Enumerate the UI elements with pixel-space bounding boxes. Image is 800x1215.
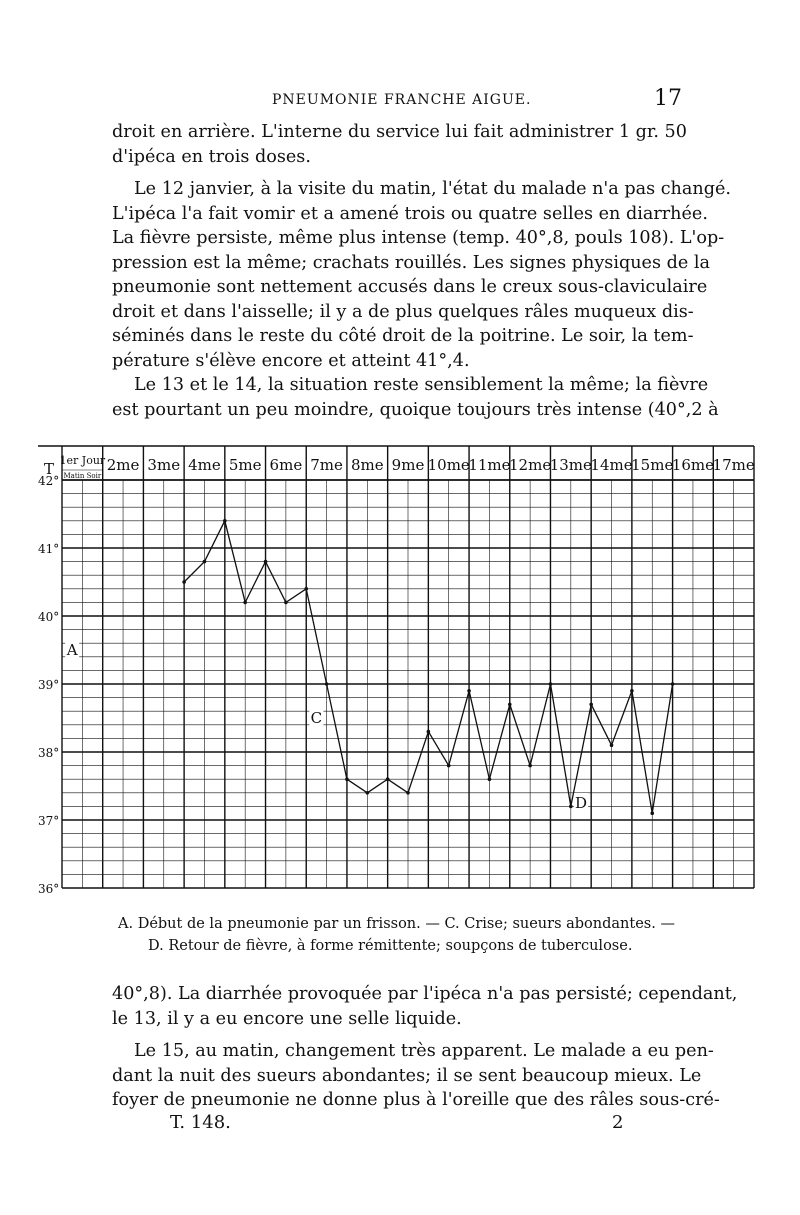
paragraph-5 <box>112 1039 720 1113</box>
page-number: 17 <box>654 86 682 111</box>
day-header-label: 1er Jour <box>59 454 106 467</box>
y-tick-label: 36° <box>38 882 60 896</box>
text-line: pression est la même; crachats rouillés. Les signes physiques de la <box>112 252 710 273</box>
temperature-data-point <box>589 703 593 707</box>
paragraph-3 <box>112 373 719 422</box>
text-line: dant la nuit des sueurs abondantes; il se sent beaucoup mieux. Le <box>112 1065 702 1086</box>
text-line: droit en arrière. L'interne du service lui fait administrer 1 gr. 50 <box>112 122 687 142</box>
printer-signature: T. 148. <box>170 1112 231 1133</box>
running-title: PNEUMONIE FRANCHE AIGUE. <box>272 92 532 108</box>
day-header-label: 12me <box>509 456 552 474</box>
temperature-data-point <box>203 560 207 564</box>
text-line: La fièvre persiste, même plus intense (temp. 40°,8, pouls 108). L'op- <box>112 228 725 248</box>
day-header-label: 6me <box>269 456 303 474</box>
day-header-label: 8me <box>350 456 384 474</box>
temperature-data-point <box>284 601 288 605</box>
day-header-label: 16me <box>671 456 715 474</box>
text-line: Le 15, au matin, changement très apparent. Le malade a eu pen- <box>134 1041 714 1061</box>
temperature-data-point <box>610 743 614 747</box>
text-line: Le 13 et le 14, la situation reste sensiblement la même; la fièvre <box>134 375 709 395</box>
temperature-data-point <box>427 730 431 734</box>
day-header-label: 2me <box>106 456 140 474</box>
corner-label: T <box>44 460 55 478</box>
temperature-data-point <box>243 601 247 605</box>
temperature-data-point <box>365 791 369 795</box>
day-header-label: 7me <box>310 456 343 474</box>
temperature-data-point <box>223 519 227 523</box>
temperature-data-point <box>386 777 390 781</box>
temperature-data-point <box>488 777 492 781</box>
paragraph-1 <box>112 120 687 169</box>
text-line: séminés dans le reste du côté droit de la poitrine. Le soir, la tem- <box>112 326 694 346</box>
text-line: foyer de pneumonie ne donne plus à l'oreille que des râles sous-cré- <box>112 1090 720 1110</box>
text-line: pérature s'élève encore et atteint 41°,4. <box>112 350 470 371</box>
day-header-label: 10me <box>427 456 470 474</box>
day-header-label: 11me <box>468 456 511 474</box>
day-header-label: 4me <box>188 456 221 474</box>
y-tick-label: 41° <box>38 542 60 556</box>
text-line: 40°,8). La diarrhée provoquée par l'ipéca n'a pas persisté; cependant, <box>112 984 738 1004</box>
text-line: d'ipéca en trois doses. <box>112 146 311 167</box>
signature-number: 2 <box>612 1112 624 1133</box>
paragraph-2 <box>112 177 731 373</box>
temperature-data-point <box>182 580 186 584</box>
annotation-label: D <box>574 794 588 812</box>
text-line: droit et dans l'aisselle; il y a de plus quelques râles muqueux dis- <box>112 301 694 322</box>
temperature-data-point <box>467 689 471 693</box>
temperature-data-point <box>447 764 451 768</box>
temperature-data-point <box>528 764 532 768</box>
day-header-label: 15me <box>631 456 674 474</box>
temperature-data-point <box>549 682 553 686</box>
day-header-label: 5me <box>228 456 262 474</box>
temperature-chart-svg <box>38 444 762 904</box>
temperature-data-point <box>630 689 634 693</box>
paragraph-4 <box>112 982 738 1031</box>
chart-caption-line-1: A. Début de la pneumonie par un frisson. — C. Crise; sueurs abondantes. — <box>118 916 675 932</box>
temperature-data-point <box>325 682 329 686</box>
temperature-data-point <box>345 777 349 781</box>
text-line: pneumonie sont nettement accusés dans le creux sous-claviculaire <box>112 277 708 297</box>
day-header-label: 17me <box>712 456 755 474</box>
day-header-label: 3me <box>147 456 181 474</box>
text-line: le 13, il y a eu encore une selle liquide. <box>112 1008 462 1029</box>
y-tick-label: 39° <box>38 678 60 692</box>
temperature-data-point <box>650 811 654 815</box>
temperature-data-point <box>508 703 512 707</box>
y-tick-label: 37° <box>38 814 60 828</box>
y-tick-label: 38° <box>38 746 60 760</box>
annotation-label: A <box>66 641 78 659</box>
day-header-label: 9me <box>391 456 425 474</box>
chart-caption-line-2: D. Retour de fièvre, à forme rémittente; soupçons de tuberculose. <box>148 938 633 954</box>
running-head <box>112 88 682 114</box>
y-tick-label: 40° <box>38 610 60 624</box>
text-line: Le 12 janvier, à la visite du matin, l'état du malade n'a pas changé. <box>134 179 731 199</box>
y-tick-label: 42° <box>38 474 60 488</box>
temperature-data-point <box>264 560 268 564</box>
day-header-label: 14me <box>590 456 633 474</box>
text-line: est pourtant un peu moindre, quoique toujours très intense (40°,2 à <box>112 399 719 420</box>
subheader-matin-soir: Matin Soir <box>63 472 102 480</box>
temperature-data-point <box>671 682 675 686</box>
temperature-chart <box>38 444 762 904</box>
temperature-data-point <box>406 791 410 795</box>
temperature-data-point <box>569 805 573 809</box>
day-header-label: 13me <box>549 456 592 474</box>
temperature-data-point <box>304 587 308 591</box>
annotation-label: C <box>310 709 323 727</box>
text-line: L'ipéca l'a fait vomir et a amené trois ou quatre selles en diarrhée. <box>112 203 708 224</box>
